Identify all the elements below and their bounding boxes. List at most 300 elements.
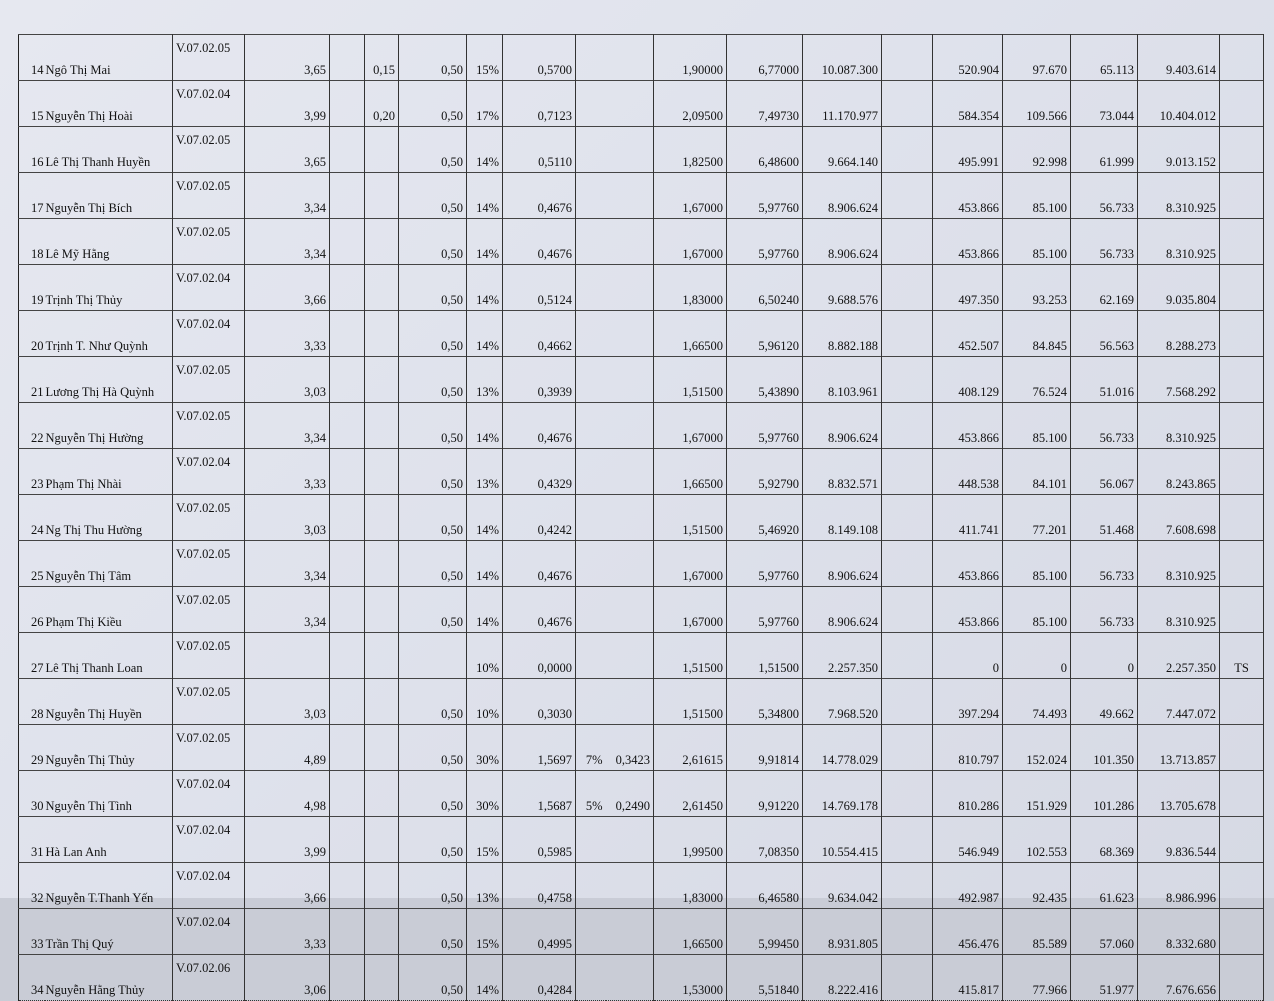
net-amount-cell: 9.035.804 [1138, 265, 1220, 311]
table-row [19, 219, 1264, 265]
net-amount-cell: 8.310.925 [1138, 587, 1220, 633]
total-coefficient-cell: 5,43890 [727, 357, 803, 403]
allowance-cell: 0,50 [399, 127, 467, 173]
percent-cell: 13% [467, 863, 503, 909]
allowance-cell: 0,50 [399, 955, 467, 1001]
extra-cell [330, 633, 365, 679]
blank-cell [882, 35, 933, 81]
total-coefficient-cell: 6,50240 [727, 265, 803, 311]
seniority-allowance-cell: 0,4662 [503, 311, 576, 357]
seniority-allowance-cell: 0,5110 [503, 127, 576, 173]
position-allowance-cell [365, 909, 399, 955]
table-row [19, 771, 1264, 817]
percent-cell: 13% [467, 449, 503, 495]
rank-code-cell: V.07.02.05 [173, 219, 245, 265]
gross-amount-cell: 8.906.624 [803, 587, 882, 633]
extra-percent-cell [576, 81, 606, 127]
gross-amount-cell: 11.170.977 [803, 81, 882, 127]
unemployment-insurance-cell: 56.733 [1071, 541, 1138, 587]
unemployment-insurance-cell: 56.733 [1071, 173, 1138, 219]
gross-amount-cell: 8.149.108 [803, 495, 882, 541]
gross-amount-cell: 9.634.042 [803, 863, 882, 909]
total-coefficient-cell: 5,51840 [727, 955, 803, 1001]
row-number-cell: 21 [19, 357, 45, 403]
gross-amount-cell: 8.832.571 [803, 449, 882, 495]
social-insurance-cell: 495.991 [933, 127, 1003, 173]
gross-amount-cell: 8.906.624 [803, 541, 882, 587]
allowance-cell: 0,50 [399, 449, 467, 495]
coefficient-cell: 1,67000 [654, 219, 727, 265]
rank-code-cell: V.07.02.05 [173, 127, 245, 173]
row-number-cell: 22 [19, 403, 45, 449]
unemployment-insurance-cell: 61.999 [1071, 127, 1138, 173]
gross-amount-cell: 14.778.029 [803, 725, 882, 771]
extra-cell [330, 173, 365, 219]
health-insurance-cell: 77.966 [1003, 955, 1071, 1001]
gross-amount-cell: 8.882.188 [803, 311, 882, 357]
allowance-cell: 0,50 [399, 495, 467, 541]
table-row [19, 817, 1264, 863]
blank-cell [882, 311, 933, 357]
social-insurance-cell: 453.866 [933, 173, 1003, 219]
blank-cell [882, 587, 933, 633]
employee-name-cell: Nguyễn Thị Tâm [45, 541, 173, 587]
extra-percent-cell [576, 35, 606, 81]
position-allowance-cell [365, 587, 399, 633]
salary-coefficient-cell: 3,66 [245, 265, 330, 311]
seniority-allowance-cell: 0,4676 [503, 541, 576, 587]
row-number-cell: 17 [19, 173, 45, 219]
net-amount-cell: 8.243.865 [1138, 449, 1220, 495]
health-insurance-cell: 85.589 [1003, 909, 1071, 955]
row-number-cell: 28 [19, 679, 45, 725]
social-insurance-cell: 411.741 [933, 495, 1003, 541]
salary-coefficient-cell: 3,99 [245, 81, 330, 127]
unemployment-insurance-cell: 56.733 [1071, 219, 1138, 265]
allowance-cell: 0,50 [399, 771, 467, 817]
table-row [19, 679, 1264, 725]
table-body [19, 35, 1264, 1001]
allowance-cell: 0,50 [399, 817, 467, 863]
health-insurance-cell: 0 [1003, 633, 1071, 679]
employee-name-cell: Lương Thị Hà Quỳnh [45, 357, 173, 403]
health-insurance-cell: 92.435 [1003, 863, 1071, 909]
position-allowance-cell [365, 449, 399, 495]
health-insurance-cell: 85.100 [1003, 541, 1071, 587]
social-insurance-cell: 453.866 [933, 403, 1003, 449]
coefficient-cell: 1,83000 [654, 265, 727, 311]
table-row [19, 265, 1264, 311]
employee-name-cell: Nguyễn Thị Hoài [45, 81, 173, 127]
gross-amount-cell: 10.554.415 [803, 817, 882, 863]
position-allowance-cell [365, 633, 399, 679]
unemployment-insurance-cell: 56.733 [1071, 587, 1138, 633]
extra-percent-cell: 7% [576, 725, 606, 771]
percent-cell: 17% [467, 81, 503, 127]
extra-allowance-cell [606, 127, 654, 173]
gross-amount-cell: 2.257.350 [803, 633, 882, 679]
extra-allowance-cell: 0,2490 [606, 771, 654, 817]
note-cell [1220, 35, 1264, 81]
row-number-cell: 27 [19, 633, 45, 679]
blank-cell [882, 357, 933, 403]
social-insurance-cell: 546.949 [933, 817, 1003, 863]
note-cell [1220, 403, 1264, 449]
allowance-cell: 0,50 [399, 311, 467, 357]
table-row [19, 587, 1264, 633]
unemployment-insurance-cell: 0 [1071, 633, 1138, 679]
total-coefficient-cell: 7,08350 [727, 817, 803, 863]
total-coefficient-cell: 9,91220 [727, 771, 803, 817]
percent-cell: 14% [467, 173, 503, 219]
health-insurance-cell: 97.670 [1003, 35, 1071, 81]
note-cell [1220, 495, 1264, 541]
net-amount-cell: 7.447.072 [1138, 679, 1220, 725]
total-coefficient-cell: 7,49730 [727, 81, 803, 127]
note-cell [1220, 955, 1264, 1001]
extra-percent-cell [576, 955, 606, 1001]
note-cell [1220, 679, 1264, 725]
gross-amount-cell: 8.906.624 [803, 173, 882, 219]
gross-amount-cell: 8.906.624 [803, 403, 882, 449]
net-amount-cell: 8.310.925 [1138, 173, 1220, 219]
employee-name-cell: Lê Mỹ Hằng [45, 219, 173, 265]
blank-cell [882, 265, 933, 311]
table-row [19, 541, 1264, 587]
rank-code-cell: V.07.02.05 [173, 679, 245, 725]
allowance-cell: 0,50 [399, 725, 467, 771]
allowance-cell: 0,50 [399, 403, 467, 449]
rank-code-cell: V.07.02.05 [173, 725, 245, 771]
salary-coefficient-cell: 3,33 [245, 909, 330, 955]
position-allowance-cell [365, 863, 399, 909]
row-number-cell: 23 [19, 449, 45, 495]
extra-cell [330, 81, 365, 127]
salary-table [18, 34, 1264, 1001]
net-amount-cell: 7.676.656 [1138, 955, 1220, 1001]
rank-code-cell: V.07.02.04 [173, 817, 245, 863]
extra-cell [330, 265, 365, 311]
extra-cell [330, 35, 365, 81]
coefficient-cell: 1,82500 [654, 127, 727, 173]
coefficient-cell: 1,67000 [654, 173, 727, 219]
health-insurance-cell: 92.998 [1003, 127, 1071, 173]
coefficient-cell: 1,67000 [654, 403, 727, 449]
extra-allowance-cell [606, 863, 654, 909]
salary-coefficient-cell: 3,06 [245, 955, 330, 1001]
percent-cell: 14% [467, 587, 503, 633]
blank-cell [882, 173, 933, 219]
social-insurance-cell: 584.354 [933, 81, 1003, 127]
salary-coefficient-cell: 3,34 [245, 541, 330, 587]
percent-cell: 15% [467, 909, 503, 955]
social-insurance-cell: 520.904 [933, 35, 1003, 81]
seniority-allowance-cell: 0,4676 [503, 403, 576, 449]
percent-cell: 14% [467, 403, 503, 449]
blank-cell [882, 495, 933, 541]
employee-name-cell: Phạm Thị Kiều [45, 587, 173, 633]
position-allowance-cell [365, 219, 399, 265]
extra-cell [330, 817, 365, 863]
coefficient-cell: 2,09500 [654, 81, 727, 127]
extra-cell [330, 495, 365, 541]
employee-name-cell: Trịnh T. Như Quỳnh [45, 311, 173, 357]
table-row [19, 35, 1264, 81]
net-amount-cell: 9.836.544 [1138, 817, 1220, 863]
extra-allowance-cell [606, 219, 654, 265]
net-amount-cell: 8.310.925 [1138, 219, 1220, 265]
extra-percent-cell [576, 357, 606, 403]
extra-cell [330, 541, 365, 587]
gross-amount-cell: 8.931.805 [803, 909, 882, 955]
unemployment-insurance-cell: 73.044 [1071, 81, 1138, 127]
extra-percent-cell [576, 863, 606, 909]
allowance-cell: 0,50 [399, 173, 467, 219]
health-insurance-cell: 74.493 [1003, 679, 1071, 725]
salary-coefficient-cell: 3,65 [245, 35, 330, 81]
coefficient-cell: 1,51500 [654, 357, 727, 403]
net-amount-cell: 8.332.680 [1138, 909, 1220, 955]
seniority-allowance-cell: 0,0000 [503, 633, 576, 679]
row-number-cell: 32 [19, 863, 45, 909]
employee-name-cell: Phạm Thị Nhài [45, 449, 173, 495]
seniority-allowance-cell: 0,5985 [503, 817, 576, 863]
position-allowance-cell: 0,15 [365, 35, 399, 81]
seniority-allowance-cell: 0,5124 [503, 265, 576, 311]
blank-cell [882, 955, 933, 1001]
gross-amount-cell: 8.103.961 [803, 357, 882, 403]
total-coefficient-cell: 5,97760 [727, 587, 803, 633]
seniority-allowance-cell: 0,5700 [503, 35, 576, 81]
gross-amount-cell: 9.688.576 [803, 265, 882, 311]
seniority-allowance-cell: 0,3030 [503, 679, 576, 725]
extra-cell [330, 311, 365, 357]
table-row [19, 495, 1264, 541]
coefficient-cell: 2,61615 [654, 725, 727, 771]
percent-cell: 10% [467, 679, 503, 725]
unemployment-insurance-cell: 56.733 [1071, 403, 1138, 449]
position-allowance-cell [365, 771, 399, 817]
employee-name-cell: Hà Lan Anh [45, 817, 173, 863]
net-amount-cell: 8.288.273 [1138, 311, 1220, 357]
extra-allowance-cell [606, 817, 654, 863]
note-cell [1220, 587, 1264, 633]
rank-code-cell: V.07.02.04 [173, 909, 245, 955]
blank-cell [882, 403, 933, 449]
note-cell [1220, 541, 1264, 587]
allowance-cell: 0,50 [399, 219, 467, 265]
table-row [19, 127, 1264, 173]
extra-allowance-cell [606, 541, 654, 587]
salary-coefficient-cell: 4,89 [245, 725, 330, 771]
note-cell [1220, 725, 1264, 771]
blank-cell [882, 127, 933, 173]
social-insurance-cell: 497.350 [933, 265, 1003, 311]
allowance-cell: 0,50 [399, 357, 467, 403]
salary-coefficient-cell: 3,65 [245, 127, 330, 173]
salary-coefficient-cell: 3,33 [245, 449, 330, 495]
allowance-cell: 0,50 [399, 541, 467, 587]
social-insurance-cell: 492.987 [933, 863, 1003, 909]
row-number-cell: 33 [19, 909, 45, 955]
table-row [19, 403, 1264, 449]
extra-cell [330, 357, 365, 403]
note-cell [1220, 81, 1264, 127]
extra-allowance-cell [606, 35, 654, 81]
seniority-allowance-cell: 0,4676 [503, 219, 576, 265]
table-row [19, 357, 1264, 403]
percent-cell: 30% [467, 771, 503, 817]
extra-allowance-cell [606, 955, 654, 1001]
table-row [19, 311, 1264, 357]
row-number-cell: 15 [19, 81, 45, 127]
position-allowance-cell [365, 127, 399, 173]
salary-coefficient-cell: 3,03 [245, 495, 330, 541]
extra-percent-cell [576, 403, 606, 449]
employee-name-cell: Nguyễn Thị Hường [45, 403, 173, 449]
total-coefficient-cell: 5,96120 [727, 311, 803, 357]
seniority-allowance-cell: 0,4676 [503, 173, 576, 219]
salary-coefficient-cell: 4,98 [245, 771, 330, 817]
unemployment-insurance-cell: 61.623 [1071, 863, 1138, 909]
health-insurance-cell: 109.566 [1003, 81, 1071, 127]
extra-percent-cell [576, 541, 606, 587]
rank-code-cell: V.07.02.06 [173, 955, 245, 1001]
percent-cell: 14% [467, 311, 503, 357]
extra-allowance-cell [606, 587, 654, 633]
unemployment-insurance-cell: 51.977 [1071, 955, 1138, 1001]
unemployment-insurance-cell: 57.060 [1071, 909, 1138, 955]
rank-code-cell: V.07.02.04 [173, 449, 245, 495]
seniority-allowance-cell: 0,4329 [503, 449, 576, 495]
coefficient-cell: 1,51500 [654, 633, 727, 679]
employee-name-cell: Trần Thị Quý [45, 909, 173, 955]
rank-code-cell: V.07.02.05 [173, 633, 245, 679]
extra-allowance-cell [606, 449, 654, 495]
extra-percent-cell [576, 633, 606, 679]
employee-name-cell: Ng Thị Thu Hường [45, 495, 173, 541]
employee-name-cell: Nguyễn Thị Huyền [45, 679, 173, 725]
percent-cell: 14% [467, 265, 503, 311]
rank-code-cell: V.07.02.04 [173, 771, 245, 817]
health-insurance-cell: 84.845 [1003, 311, 1071, 357]
allowance-cell: 0,50 [399, 863, 467, 909]
coefficient-cell: 1,51500 [654, 679, 727, 725]
allowance-cell: 0,50 [399, 587, 467, 633]
total-coefficient-cell: 5,97760 [727, 173, 803, 219]
percent-cell: 14% [467, 541, 503, 587]
extra-percent-cell [576, 909, 606, 955]
unemployment-insurance-cell: 51.016 [1071, 357, 1138, 403]
social-insurance-cell: 453.866 [933, 587, 1003, 633]
gross-amount-cell: 7.968.520 [803, 679, 882, 725]
position-allowance-cell [365, 265, 399, 311]
extra-cell [330, 219, 365, 265]
allowance-cell: 0,50 [399, 81, 467, 127]
net-amount-cell: 7.608.698 [1138, 495, 1220, 541]
gross-amount-cell: 10.087.300 [803, 35, 882, 81]
health-insurance-cell: 85.100 [1003, 219, 1071, 265]
rank-code-cell: V.07.02.05 [173, 173, 245, 219]
extra-cell [330, 725, 365, 771]
total-coefficient-cell: 9,91814 [727, 725, 803, 771]
row-number-cell: 31 [19, 817, 45, 863]
employee-name-cell: Trịnh Thị Thủy [45, 265, 173, 311]
extra-percent-cell [576, 495, 606, 541]
extra-percent-cell [576, 173, 606, 219]
extra-allowance-cell [606, 403, 654, 449]
rank-code-cell: V.07.02.04 [173, 265, 245, 311]
blank-cell [882, 817, 933, 863]
health-insurance-cell: 93.253 [1003, 265, 1071, 311]
health-insurance-cell: 76.524 [1003, 357, 1071, 403]
rank-code-cell: V.07.02.05 [173, 403, 245, 449]
salary-coefficient-cell: 3,03 [245, 357, 330, 403]
extra-percent-cell [576, 311, 606, 357]
extra-allowance-cell [606, 81, 654, 127]
total-coefficient-cell: 5,46920 [727, 495, 803, 541]
percent-cell: 15% [467, 35, 503, 81]
table-row [19, 909, 1264, 955]
coefficient-cell: 1,67000 [654, 541, 727, 587]
employee-name-cell: Lê Thị Thanh Huyền [45, 127, 173, 173]
social-insurance-cell: 453.866 [933, 219, 1003, 265]
table-row [19, 725, 1264, 771]
rank-code-cell: V.07.02.05 [173, 35, 245, 81]
seniority-allowance-cell: 0,7123 [503, 81, 576, 127]
note-cell [1220, 357, 1264, 403]
extra-allowance-cell [606, 265, 654, 311]
unemployment-insurance-cell: 51.468 [1071, 495, 1138, 541]
salary-coefficient-cell: 3,34 [245, 587, 330, 633]
percent-cell: 30% [467, 725, 503, 771]
extra-percent-cell [576, 265, 606, 311]
salary-coefficient-cell: 3,99 [245, 817, 330, 863]
extra-percent-cell [576, 449, 606, 495]
extra-allowance-cell: 0,3423 [606, 725, 654, 771]
seniority-allowance-cell: 0,4242 [503, 495, 576, 541]
position-allowance-cell [365, 173, 399, 219]
salary-coefficient-cell [245, 633, 330, 679]
extra-percent-cell [576, 817, 606, 863]
row-number-cell: 20 [19, 311, 45, 357]
employee-name-cell: Ngô Thị Mai [45, 35, 173, 81]
total-coefficient-cell: 5,97760 [727, 541, 803, 587]
unemployment-insurance-cell: 56.563 [1071, 311, 1138, 357]
rank-code-cell: V.07.02.05 [173, 357, 245, 403]
employee-name-cell: Nguyễn Thị Bích [45, 173, 173, 219]
coefficient-cell: 1,83000 [654, 863, 727, 909]
coefficient-cell: 1,51500 [654, 495, 727, 541]
coefficient-cell: 1,66500 [654, 909, 727, 955]
unemployment-insurance-cell: 101.286 [1071, 771, 1138, 817]
blank-cell [882, 679, 933, 725]
total-coefficient-cell: 6,77000 [727, 35, 803, 81]
extra-allowance-cell [606, 909, 654, 955]
percent-cell: 13% [467, 357, 503, 403]
extra-cell [330, 771, 365, 817]
net-amount-cell: 10.404.012 [1138, 81, 1220, 127]
seniority-allowance-cell: 1,5697 [503, 725, 576, 771]
position-allowance-cell [365, 403, 399, 449]
total-coefficient-cell: 6,48600 [727, 127, 803, 173]
row-number-cell: 30 [19, 771, 45, 817]
extra-allowance-cell [606, 633, 654, 679]
extra-percent-cell [576, 587, 606, 633]
extra-cell [330, 587, 365, 633]
social-insurance-cell: 810.797 [933, 725, 1003, 771]
salary-coefficient-cell: 3,66 [245, 863, 330, 909]
